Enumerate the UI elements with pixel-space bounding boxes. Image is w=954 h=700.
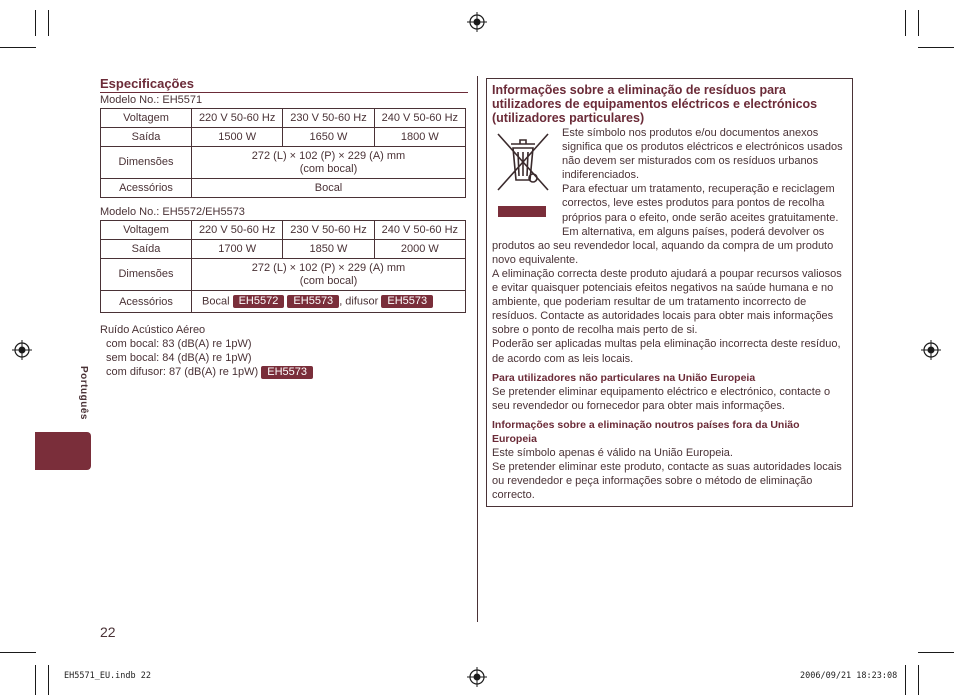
accessories-label: Acessórios bbox=[101, 179, 192, 198]
disposal-paragraph: Para efectuar um tratamento, recuperação e reciclagem correctos, leve estes produtos para pontos de recolha próprios para o efeito, onde serão aceites gratuitamente. Em alternativa, em alguns países, poderá devolver os produtos ao seu revendedor local, aquando da compra de um produto novo equivalente. bbox=[492, 183, 839, 266]
disposal-body bbox=[492, 126, 847, 366]
crop-mark bbox=[918, 47, 954, 48]
registration-mark-icon bbox=[921, 340, 941, 360]
crop-mark bbox=[0, 652, 36, 653]
disposal-paragraph: Poderão ser aplicadas multas pela eliminação incorrecta deste resíduo, de acordo com as leis locais. bbox=[492, 338, 841, 365]
weee-symbol bbox=[492, 128, 556, 232]
table-row bbox=[101, 221, 466, 240]
output-value: 2000 W bbox=[374, 240, 465, 259]
table-row bbox=[101, 240, 466, 259]
table-row bbox=[101, 259, 466, 291]
voltage-value: 220 V 50-60 Hz bbox=[192, 221, 283, 240]
dimensions-label: Dimensões bbox=[101, 147, 192, 179]
voltage-value: 240 V 50-60 Hz bbox=[374, 109, 465, 128]
subheading-business-users: Para utilizadores não particulares na União Europeia bbox=[492, 371, 756, 384]
noise-line bbox=[100, 365, 468, 379]
noise-line: sem bocal: 84 (dB(A) re 1pW) bbox=[106, 352, 252, 364]
crop-mark bbox=[918, 665, 919, 695]
crop-mark bbox=[35, 665, 36, 695]
model-badge: EH5573 bbox=[287, 295, 339, 308]
accessories-value bbox=[192, 291, 466, 313]
accessory-bocal: Bocal bbox=[202, 295, 230, 308]
subheading-other-countries: Informações sobre a eliminação noutros países fora da União Europeia bbox=[492, 418, 800, 445]
crop-mark bbox=[0, 47, 36, 48]
model-badge: EH5573 bbox=[381, 295, 433, 308]
crop-mark bbox=[35, 10, 36, 36]
model-number-eh5571: Modelo No.: EH5571 bbox=[100, 94, 203, 106]
disposal-paragraph: Este símbolo nos produtos e/ou documentos anexos significa que os produtos eléctricos e electrónicos usados não devem ser misturados com os resíduos urbanos indiferenciados. bbox=[562, 127, 843, 182]
dimensions-text: 272 (L) × 102 (P) × 229 (A) mm bbox=[251, 261, 406, 274]
voltage-value: 230 V 50-60 Hz bbox=[283, 109, 374, 128]
crop-mark bbox=[48, 10, 49, 36]
dimensions-label: Dimensões bbox=[101, 259, 192, 291]
model-badge: EH5572 bbox=[233, 295, 285, 308]
disposal-title: Informações sobre a eliminação de resíduos para utilizadores de equipamentos eléctricos e electrónicos (utilizadores particulares) bbox=[492, 83, 818, 125]
accessory-diffuser: , difusor bbox=[339, 295, 379, 308]
table-row bbox=[101, 109, 466, 128]
registration-mark-icon bbox=[467, 667, 487, 687]
language-tab bbox=[35, 432, 91, 470]
crop-mark bbox=[905, 10, 906, 36]
output-value: 1700 W bbox=[192, 240, 283, 259]
table-row bbox=[101, 291, 466, 313]
voltage-value: 220 V 50-60 Hz bbox=[192, 109, 283, 128]
disposal-paragraph: Este símbolo apenas é válido na União Europeia. bbox=[492, 446, 733, 459]
disposal-info-box bbox=[486, 78, 853, 507]
registration-mark-icon bbox=[467, 12, 487, 32]
footer-file-info: EH5571_EU.indb 22 bbox=[64, 671, 151, 681]
spec-table-eh5571 bbox=[100, 108, 466, 198]
table-row bbox=[101, 179, 466, 198]
accessories-value: Bocal bbox=[192, 179, 466, 198]
output-label: Saída bbox=[101, 128, 192, 147]
output-value: 1500 W bbox=[192, 128, 283, 147]
crop-mark bbox=[905, 665, 906, 695]
noise-title: Ruído Acústico Aéreo bbox=[100, 324, 206, 336]
dimensions-value bbox=[192, 147, 466, 179]
voltage-value: 230 V 50-60 Hz bbox=[283, 221, 374, 240]
output-label: Saída bbox=[101, 240, 192, 259]
voltage-label: Voltagem bbox=[101, 109, 192, 128]
disposal-paragraph: A eliminação correcta deste produto ajudará a poupar recursos valiosos e evitar quaisquer potenciais efeitos negativos na saúde humana e no ambiente, que poderiam resultar de um tratamento incorrecto de resíduos. Contacte as autoridades locais para obter mais informações sobre o ponto de recolha mais perto de si. bbox=[492, 267, 842, 337]
crossed-out-bin-icon bbox=[494, 130, 552, 194]
page-number: 22 bbox=[100, 624, 116, 640]
noise-line-text: com difusor: 87 (dB(A) re 1pW) bbox=[106, 366, 259, 378]
specifications-section bbox=[100, 76, 468, 379]
weee-bar bbox=[498, 206, 546, 217]
crop-mark bbox=[918, 652, 954, 653]
noise-section bbox=[100, 323, 468, 379]
dimensions-note: (com bocal) bbox=[299, 274, 358, 287]
footer-timestamp: 2006/09/21 18:23:08 bbox=[800, 671, 898, 681]
model-number-eh5572-eh5573: Modelo No.: EH5572/EH5573 bbox=[100, 206, 245, 218]
table-row bbox=[101, 128, 466, 147]
crop-mark bbox=[48, 665, 49, 695]
crop-mark bbox=[918, 10, 919, 36]
model-badge: EH5573 bbox=[261, 366, 313, 379]
disposal-paragraph: Se pretender eliminar este produto, contacte as suas autoridades locais ou revendedor e peça informações sobre o método de eliminação correcto. bbox=[492, 460, 842, 502]
language-label: Português bbox=[78, 366, 89, 420]
accessories-label: Acessórios bbox=[101, 291, 192, 313]
spec-table-eh5572-eh5573 bbox=[100, 220, 466, 313]
output-value: 1800 W bbox=[374, 128, 465, 147]
table-row bbox=[101, 147, 466, 179]
column-divider bbox=[477, 76, 478, 622]
voltage-label: Voltagem bbox=[101, 221, 192, 240]
noise-line: com bocal: 83 (dB(A) re 1pW) bbox=[106, 338, 252, 350]
dimensions-note: (com bocal) bbox=[299, 162, 358, 175]
registration-mark-icon bbox=[12, 340, 32, 360]
output-value: 1850 W bbox=[283, 240, 374, 259]
section-title: Especificações bbox=[100, 76, 468, 93]
output-value: 1650 W bbox=[283, 128, 374, 147]
dimensions-text: 272 (L) × 102 (P) × 229 (A) mm bbox=[251, 149, 406, 162]
dimensions-value bbox=[192, 259, 466, 291]
disposal-paragraph: Se pretender eliminar equipamento eléctrico e electrónico, contacte o seu revendedor ou fornecedor para obter mais informações. bbox=[492, 385, 831, 412]
voltage-value: 240 V 50-60 Hz bbox=[374, 221, 465, 240]
